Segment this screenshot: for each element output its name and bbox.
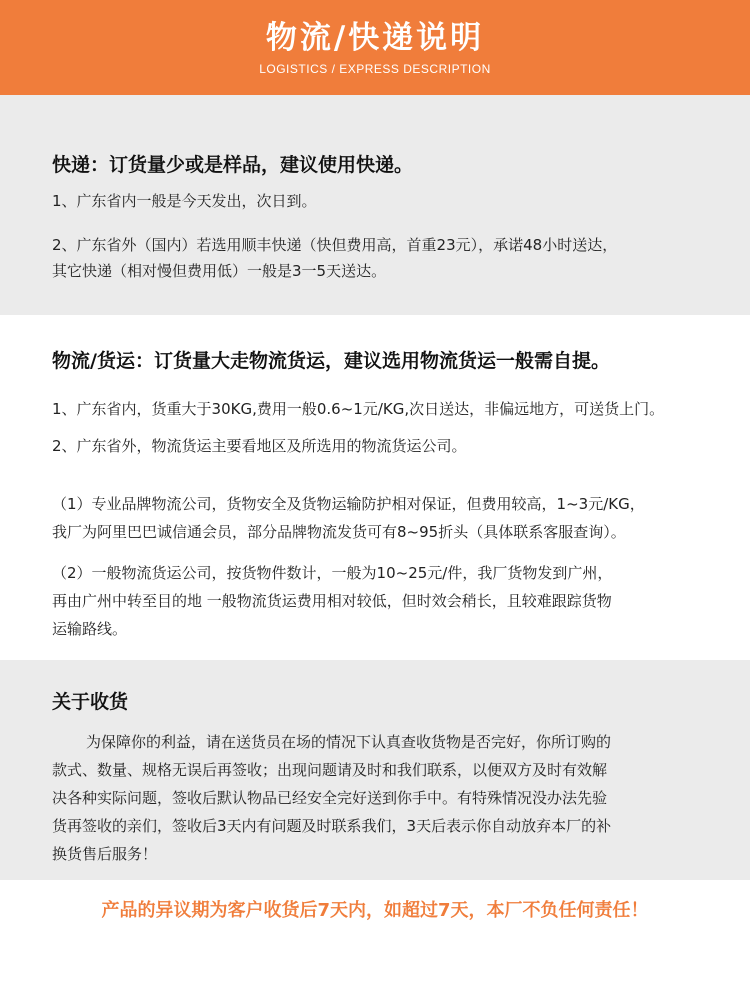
express-heading: 快递：订货量少或是样品，建议使用快递。: [52, 154, 414, 176]
freight-option-1-line-1: （1）专业品牌物流公司，货物安全及货物运输防护相对保证，但费用较高，1~3元/KG，: [52, 495, 645, 513]
express-item-2-cont: 其它快递（相对慢但费用低）一般是3一5天送达。: [52, 262, 387, 280]
freight-option-2-line-1: （2）一般物流货运公司，按货物件数计，一般为10~25元/件，我厂货物发到广州，: [52, 564, 613, 582]
page-title: 物流/快递说明: [265, 20, 485, 56]
express-section: [0, 95, 750, 315]
freight-item-1: 1、广东省内，货重大于30KG,费用一般0.6~1元/KG,次日送达，非偏远地方，可送货上门。: [52, 400, 665, 418]
page-header: [0, 0, 750, 95]
liability-notice: 产品的异议期为客户收货后7天内，如超过7天，本厂不负任何责任！: [101, 900, 649, 921]
freight-option-2-line-2: 再由广州中转至目的地 一般物流货运费用相对较低，但时效会稍长，且较难跟踪货物: [52, 592, 612, 610]
freight-option-1-line-2: 我厂为阿里巴巴诚信通会员，部分品牌物流发货可有8~95折头（具体联系客服查询）。: [52, 523, 626, 541]
receipt-line-4: 货再签收的亲们，签收后3天内有问题及时联系我们，3天后表示你自动放弃本厂的补: [52, 817, 612, 835]
receipt-line-3: 决各种实际问题，签收后默认物品已经安全完好送到你手中。有特殊情况没办法先验: [52, 789, 608, 807]
express-item-1: 1、广东省内一般是今天发出，次日到。: [52, 192, 317, 210]
freight-option-2-line-3: 运输路线。: [52, 620, 128, 638]
receipt-line-2: 款式、数量、规格无误后再签收；出现问题请及时和我们联系，以便双方及时有效解: [52, 761, 608, 779]
freight-item-2: 2、广东省外，物流货运主要看地区及所选用的物流货运公司。: [52, 437, 467, 455]
receipt-heading: 关于收货: [52, 691, 129, 713]
receipt-section: [0, 660, 750, 880]
freight-heading: 物流/货运：订货量大走物流货运，建议选用物流货运一般需自提。: [52, 350, 610, 372]
freight-section: [0, 315, 750, 660]
page-subtitle: LOGISTICS / EXPRESS DESCRIPTION: [259, 62, 491, 76]
express-item-2: 2、广东省外（国内）若选用顺丰快递（快但费用高，首重23元），承诺48小时送达，: [52, 236, 618, 254]
receipt-line-1: 为保障你的利益，请在送货员在场的情况下认真查收货物是否完好，你所订购的: [86, 733, 612, 751]
receipt-line-5: 换货售后服务！: [52, 845, 158, 863]
